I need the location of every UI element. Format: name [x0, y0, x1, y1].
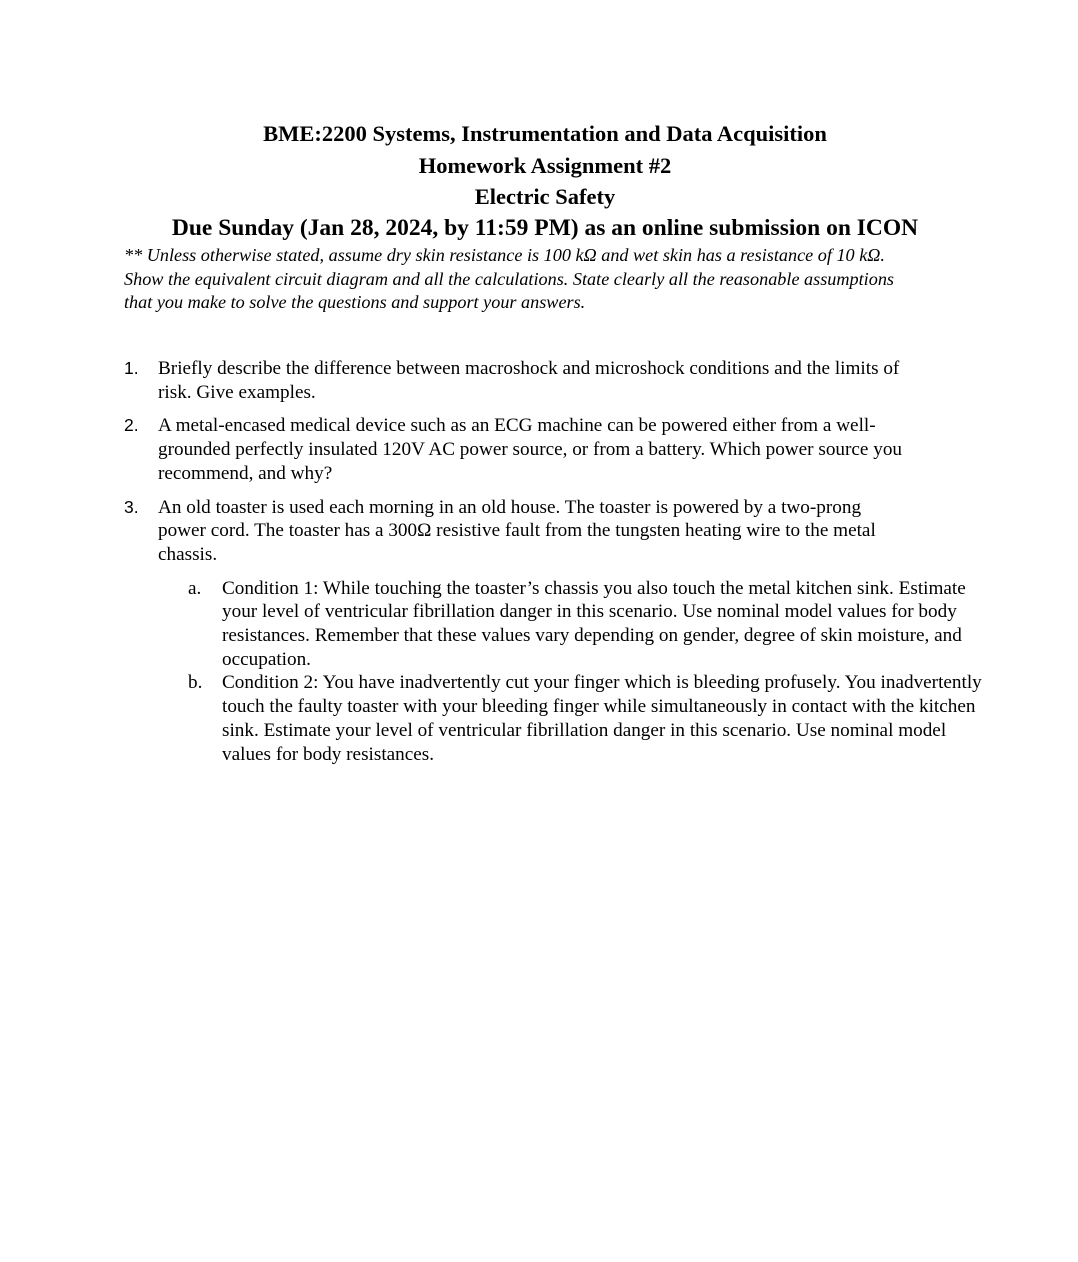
question-number: 3.	[124, 496, 139, 517]
question-1	[124, 357, 984, 404]
question-line: Briefly describe the difference between macroshock and microshock conditions and the limits of	[158, 358, 900, 379]
question-line: An old toaster is used each morning in an old house. The toaster is powered by a two-prong	[158, 496, 862, 518]
subpart-line: Condition 1: While touching the toaster’s chassis you also touch the metal kitchen sink.	[222, 577, 894, 599]
question-number: 2.	[124, 415, 139, 436]
instructions-note	[124, 244, 974, 315]
subpart-line: scenario. Use nominal model values for body resistances.	[222, 719, 947, 765]
document-header	[80, 118, 1010, 244]
question-line: A metal-encased medical device such as an ECG machine can be powered either from a well-	[158, 415, 876, 437]
note-line: that you make to solve the questions and support your answers.	[124, 292, 586, 312]
note-line: ** Unless otherwise stated, assume dry skin resistance is 100 kΩ and wet skin has a resistance of 10 kΩ.	[124, 245, 885, 265]
subpart-line: degree of skin moisture, and occupation.	[222, 625, 962, 670]
question-list	[124, 357, 984, 766]
assignment-title: Homework Assignment #2	[418, 152, 672, 178]
topic-title: Electric Safety	[474, 184, 616, 209]
subpart-letter: b.	[188, 672, 203, 694]
subpart-a	[124, 577, 984, 672]
due-date: Due Sunday (Jan 28, 2024, by 11:59 PM) as an online submission on ICON	[171, 214, 919, 241]
subpart-line: contact with the kitchen sink. Estimate your level of ventricular fibrillation danger in this	[222, 696, 976, 741]
question-line: risk. Give examples.	[158, 381, 316, 403]
subpart-line: Estimate your level of ventricular fibrillation danger in this scenario. Use nominal model	[222, 577, 966, 623]
subpart-letter: a.	[188, 577, 202, 599]
note-line: Show the equivalent circuit diagram and all the calculations. State clearly all the reasonable assumptions	[124, 268, 895, 289]
question-number: 1.	[124, 358, 139, 378]
question-2	[124, 414, 984, 485]
subpart-line: Condition 2: You have inadvertently cut your finger which is bleeding profusely. You	[222, 672, 876, 694]
question-line: chassis.	[158, 543, 218, 565]
question-line: grounded perfectly insulated 120V AC power source, or from a battery. Which power source you	[158, 439, 903, 461]
subpart-line: values for body resistances. Remember that these values vary depending on gender,	[222, 601, 957, 647]
question-line: power cord. The toaster has a 300Ω resistive fault from the tungsten heating wire to the metal	[158, 520, 876, 542]
subpart-b	[124, 671, 984, 766]
subpart-line: inadvertently touch the faulty toaster with your bleeding finger while simultaneously in	[222, 672, 982, 718]
course-title: BME:2200 Systems, Instrumentation and Data Acquisition	[263, 121, 827, 146]
question-line: recommend, and why?	[158, 462, 333, 484]
question-3	[124, 496, 984, 567]
